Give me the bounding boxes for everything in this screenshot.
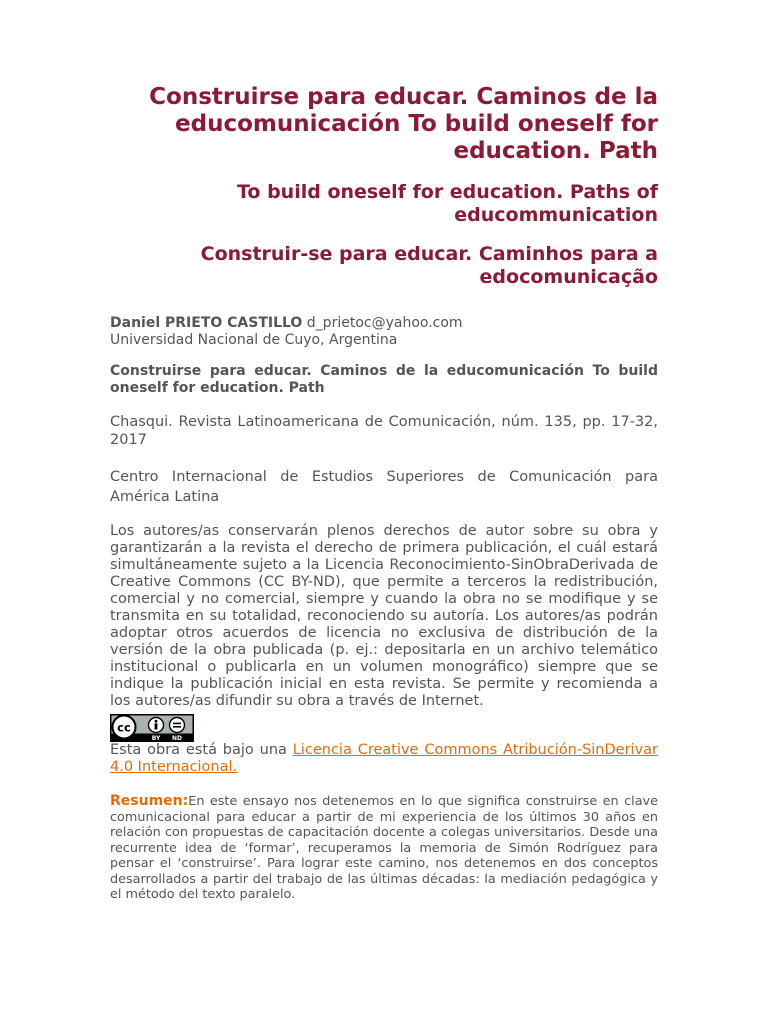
document-page <box>110 84 658 903</box>
author-affiliation: Universidad Nacional de Cuyo, Argentina <box>110 332 398 348</box>
publisher: Centro Internacional de Estudios Superiores de Comunicación para América Latina <box>110 469 658 505</box>
license-statement <box>110 742 658 776</box>
cc-badge-label-by: BY <box>151 735 161 742</box>
portuguese-title: Construir-se para educar. Caminhos para a edocomunicação <box>200 243 658 288</box>
abstract-label: Resumen: <box>110 793 189 809</box>
journal-citation: Chasqui. Revista Latinoamericana de Comunicación, núm. 135, pp. 17-32, 2017 <box>110 414 658 448</box>
main-title: Construirse para educar. Caminos de la educomunicación To build oneself for education. Path <box>149 84 658 164</box>
svg-text:cc: cc <box>117 720 131 735</box>
cc-badge-label-nd: ND <box>171 735 183 742</box>
author-block <box>110 315 658 349</box>
cc-by-nd-badge-icon[interactable] <box>110 714 194 742</box>
license-link[interactable]: Licencia Creative Commons Atribución-SinDerivar 4.0 Internacional. <box>110 742 658 775</box>
license-prefix: Esta obra está bajo una <box>110 742 293 758</box>
english-title: To build oneself for education. Paths of educommunication <box>236 181 658 226</box>
rights-statement: Los autores/as conservarán plenos derechos de autor sobre su obra y garantizarán a la revista el derecho de primera publicación, el cuál estará simultáneamente sujeto a la Licencia Reconocimiento-SinObraDerivada de Creative Commons (CC BY-ND), que permite a terceros la redistribución, comercial y no comercial, siempre y cuando la obra no se modifique y se transmita en su totalidad, reconociendo su autoría. Los autores/as podrán adoptar otros acuerdos de licencia no exclusiva de distribución de la versión de la obra publicada (p. ej.: depositarla en un archivo telemático institucional o publicarla en un volumen monográfico) siempre que se indique la publicación inicial en esta revista. Se permite y recomienda a los autores/as difundir su obra a través de Internet. <box>110 523 658 709</box>
author-line <box>110 315 658 332</box>
abstract-text: En este ensayo nos detenemos en lo que significa construirse en clave comunicacional para educar a partir de mi experiencia de los últimos 30 años en relación con propuestas de capacitación docente a colegas universitarios. Desde una recurrente idea de ‘formar’, recuperamos la memoria de Simón Rodríguez para pensar el ‘construirse’. Para lograr este camino, nos detenemos en dos conceptos desarrollados a partir del trabajo de las últimas décadas: la mediación pedagógica y el método del texto paralelo. <box>110 794 658 902</box>
abstract <box>110 794 658 903</box>
author-name: Daniel PRIETO CASTILLO <box>110 315 303 331</box>
article-title: Construirse para educar. Caminos de la educomunicación To build oneself for education. Path <box>110 363 658 396</box>
author-email: d_prietoc@yahoo.com <box>306 315 463 331</box>
